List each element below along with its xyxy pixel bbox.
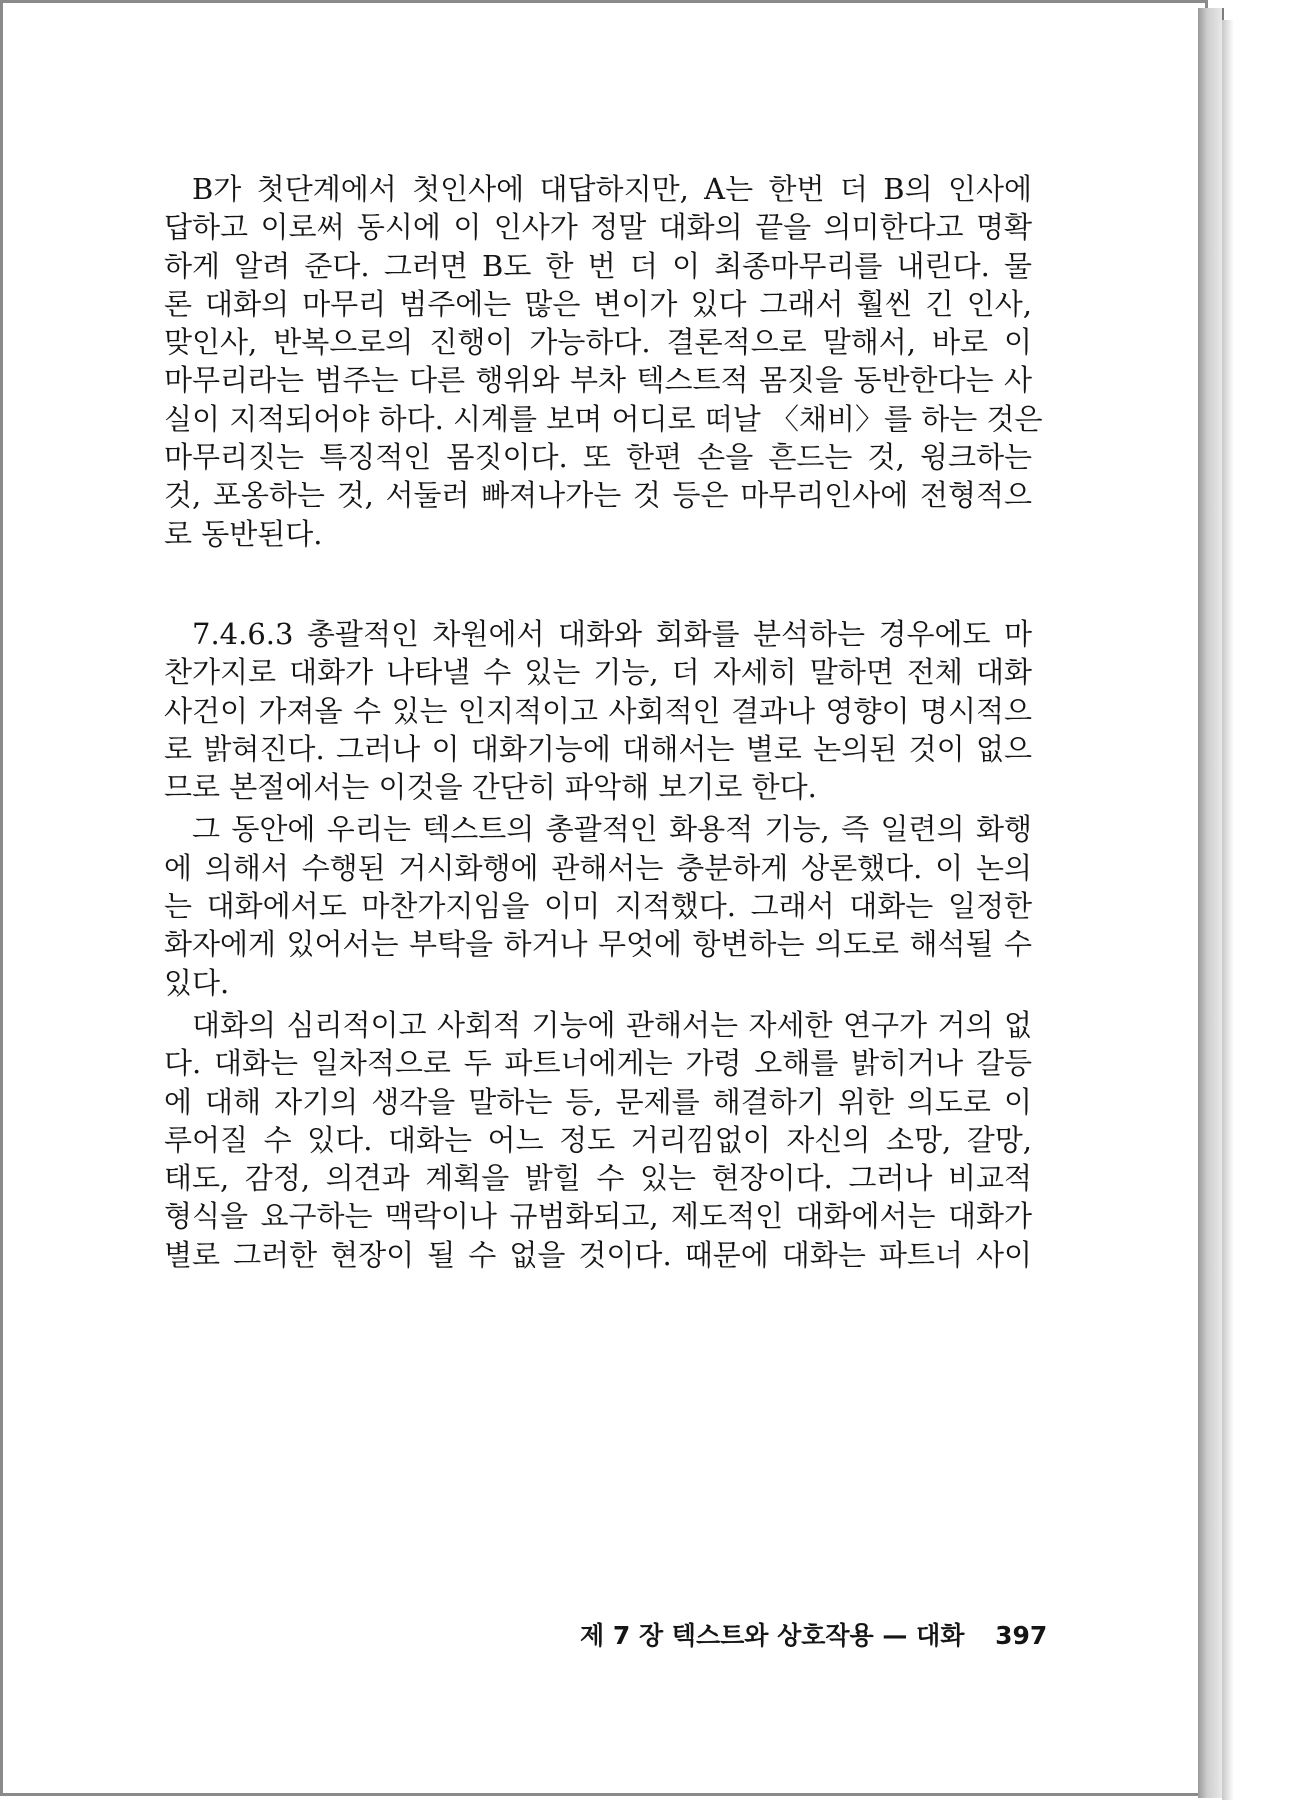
page-edge — [1198, 8, 1224, 1798]
text-line: 실이 지적되어야 하다. 시계를 보며 어디로 떠날 〈채비〉를 하는 것은 — [164, 401, 1043, 436]
text-line: 에 대해 자기의 생각을 말하는 등, 문제를 해결하기 위한 의도로 이 — [164, 1084, 1032, 1119]
text-line: 로 밝혀진다. 그러나 이 대화기능에 대해서는 별로 논의된 것이 없으 — [164, 731, 1032, 766]
text-line: 하게 알려 준다. 그러면 B도 한 번 더 이 최종마무리를 내린다. 물 — [164, 248, 1032, 283]
text-line: 찬가지로 대화가 나타낼 수 있는 기능, 더 자세히 말하면 전체 대화 — [164, 655, 1032, 690]
section-heading-line: 7.4.6.3 총괄적인 차원에서 대화와 회화를 분석하는 경우에도 마 — [192, 616, 1032, 651]
text-line: B가 첫단계에서 첫인사에 대답하지만, A는 한번 더 B의 인사에 — [192, 172, 1032, 206]
text-line: 는 대화에서도 마찬가지임을 이미 지적했다. 그래서 대화는 일정한 — [164, 889, 1032, 924]
text-line: 대화의 심리적이고 사회적 기능에 관해서는 자세한 연구가 거의 없 — [192, 1007, 1032, 1042]
text-line: 별로 그러한 현장이 될 수 없을 것이다. 때문에 대화는 파트너 사이 — [164, 1237, 1032, 1272]
text-line: 므로 본절에서는 이것을 간단히 파악해 보기로 한다. — [164, 770, 817, 805]
paragraph-3 — [164, 810, 1032, 1001]
text-line: 태도, 감정, 의견과 계획을 밝힐 수 있는 현장이다. 그러나 비교적 — [164, 1161, 1032, 1196]
chapter-title: 제 7 장 텍스트와 상호작용 — 대화 — [580, 1621, 965, 1650]
text-line: 마무리짓는 특징적인 몸짓이다. 또 한편 손을 흔드는 것, 윙크하는 — [164, 440, 1032, 475]
body-text — [164, 170, 1043, 1274]
text-line: 에 의해서 수행된 거시화행에 관해서는 충분하게 상론했다. 이 논의 — [164, 850, 1032, 885]
text-line: 화자에게 있어서는 부탁을 하거나 무엇에 항변하는 의도로 해석될 수 — [164, 927, 1032, 962]
text-line: 론 대화의 마무리 범주에는 많은 변이가 있다 그래서 훨씬 긴 인사, — [164, 286, 1032, 321]
text-line: 것, 포옹하는 것, 서둘러 빠져나가는 것 등은 마무리인사에 전형적으 — [164, 478, 1032, 513]
text-line: 다. 대화는 일차적으로 두 파트너에게는 가령 오해를 밝히거나 갈등 — [164, 1046, 1032, 1081]
text-line: 사건이 가져올 수 있는 인지적이고 사회적인 결과나 영향이 명시적으 — [164, 693, 1032, 728]
text-line: 맞인사, 반복으로의 진행이 가능하다. 결론적으로 말해서, 바로 이 — [164, 325, 1032, 360]
text-line: 있다. — [164, 965, 230, 1000]
text-line: 마무리라는 범주는 다른 행위와 부차 텍스트적 몸짓을 동반한다는 사 — [164, 363, 1032, 398]
running-footer — [580, 1616, 1048, 1652]
text-line: 루어질 수 있다. 대화는 어느 정도 거리낌없이 자신의 소망, 갈망, — [164, 1122, 1032, 1157]
paragraph-4 — [164, 1006, 1032, 1274]
paragraph-1 — [164, 170, 1043, 553]
page-edge-shadow — [1222, 20, 1234, 1800]
text-line: 로 동반된다. — [164, 516, 323, 551]
page-number: 397 — [995, 1621, 1048, 1650]
text-line: 그 동안에 우리는 텍스트의 총괄적인 화용적 기능, 즉 일련의 화행 — [192, 812, 1032, 847]
text-line: 답하고 이로써 동시에 이 인사가 정말 대화의 끝을 의미한다고 명확 — [164, 210, 1032, 245]
section-gap — [164, 553, 1032, 615]
paragraph-2 — [164, 615, 1032, 806]
text-line: 형식을 요구하는 맥락이나 규범화되고, 제도적인 대화에서는 대화가 — [164, 1199, 1032, 1234]
